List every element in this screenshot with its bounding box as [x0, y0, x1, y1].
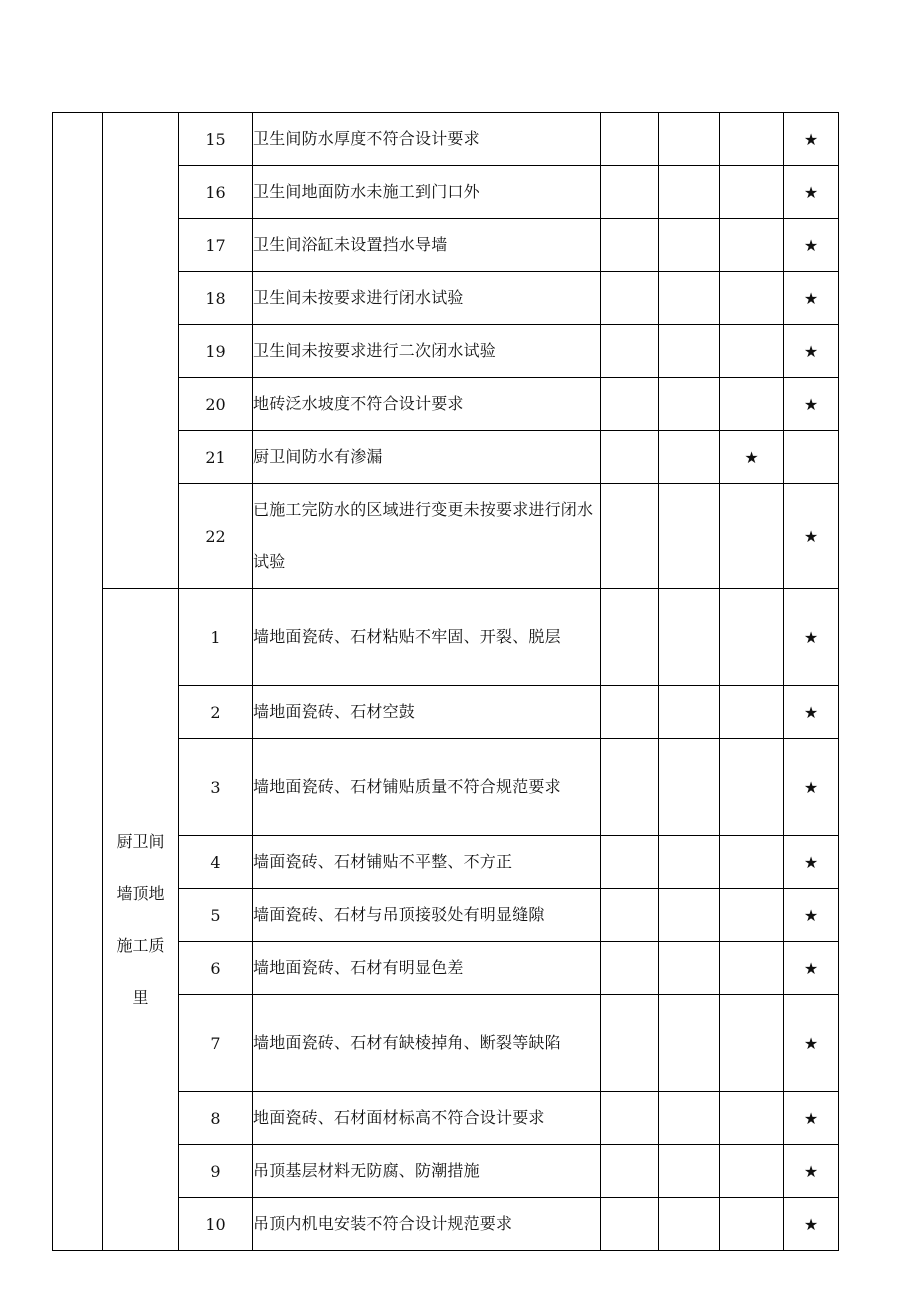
row-description: 墙地面瓷砖、石材有缺棱掉角、断裂等缺陷 — [253, 995, 601, 1092]
level-cell-1 — [601, 739, 659, 836]
level-cell-1 — [601, 325, 659, 378]
level-cell-3 — [720, 484, 784, 589]
row-description: 墙面瓷砖、石材铺贴不平整、不方正 — [253, 836, 601, 889]
row-description: 墙地面瓷砖、石材空鼓 — [253, 686, 601, 739]
row-number: 10 — [179, 1198, 253, 1251]
row-number: 1 — [179, 589, 253, 686]
level-cell-3 — [720, 219, 784, 272]
row-number: 3 — [179, 739, 253, 836]
star-mark: ★ — [784, 113, 839, 166]
row-description: 墙面瓷砖、石材与吊顶接驳处有明显缝隙 — [253, 889, 601, 942]
category-label-line: 施工质 — [116, 935, 165, 955]
row-number: 18 — [179, 272, 253, 325]
level-cell-2 — [659, 1198, 720, 1251]
row-number: 22 — [179, 484, 253, 589]
level-cell-2 — [659, 589, 720, 686]
row-description: 卫生间地面防水未施工到门口外 — [253, 166, 601, 219]
level-cell-1 — [601, 272, 659, 325]
row-number: 15 — [179, 113, 253, 166]
row-number: 8 — [179, 1092, 253, 1145]
row-description: 卫生间未按要求进行二次闭水试验 — [253, 325, 601, 378]
row-description: 吊顶基层材料无防腐、防潮措施 — [253, 1145, 601, 1198]
table-row — [53, 589, 839, 686]
star-mark: ★ — [784, 995, 839, 1092]
level-cell-2 — [659, 1092, 720, 1145]
star-mark: ★ — [784, 219, 839, 272]
row-description: 吊顶内机电安装不符合设计规范要求 — [253, 1198, 601, 1251]
level-cell-3 — [720, 739, 784, 836]
level-cell-3 — [720, 378, 784, 431]
level-cell-3 — [720, 166, 784, 219]
level-cell-1 — [601, 1198, 659, 1251]
level-cell-3 — [720, 113, 784, 166]
row-description: 厨卫间防水有渗漏 — [253, 431, 601, 484]
level-cell-2 — [659, 889, 720, 942]
row-number: 5 — [179, 889, 253, 942]
star-mark: ★ — [784, 739, 839, 836]
level-cell-1 — [601, 219, 659, 272]
star-mark: ★ — [784, 272, 839, 325]
level-cell-1 — [601, 378, 659, 431]
level-cell-1 — [601, 995, 659, 1092]
row-number: 17 — [179, 219, 253, 272]
star-mark: ★ — [784, 1092, 839, 1145]
subcategory-cell — [103, 113, 179, 589]
row-number: 9 — [179, 1145, 253, 1198]
row-description: 地砖泛水坡度不符合设计要求 — [253, 378, 601, 431]
level-cell-1 — [601, 166, 659, 219]
level-cell-3 — [720, 836, 784, 889]
level-cell-3 — [720, 1145, 784, 1198]
level-cell-1 — [601, 942, 659, 995]
level-cell-1 — [601, 1092, 659, 1145]
star-mark: ★ — [784, 589, 839, 686]
level-cell-2 — [659, 325, 720, 378]
group-cell — [53, 113, 103, 1251]
row-description: 墙地面瓷砖、石材有明显色差 — [253, 942, 601, 995]
table-row — [53, 113, 839, 166]
row-number: 2 — [179, 686, 253, 739]
level-cell-1 — [601, 686, 659, 739]
category-cell — [103, 589, 179, 1251]
level-cell-2 — [659, 113, 720, 166]
row-description: 地面瓷砖、石材面材标高不符合设计要求 — [253, 1092, 601, 1145]
star-mark: ★ — [784, 325, 839, 378]
level-cell-2 — [659, 431, 720, 484]
row-number: 6 — [179, 942, 253, 995]
row-description: 已施工完防水的区域进行变更未按要求进行闭水试验 — [253, 484, 601, 589]
level-cell-1 — [601, 431, 659, 484]
level-cell-3 — [720, 995, 784, 1092]
level-cell-3 — [720, 686, 784, 739]
level-cell-1 — [601, 1145, 659, 1198]
star-mark: ★ — [784, 484, 839, 589]
star-mark: ★ — [720, 431, 784, 484]
level-cell-2 — [659, 836, 720, 889]
level-cell-3 — [720, 272, 784, 325]
level-cell-1 — [601, 113, 659, 166]
level-cell-3 — [720, 325, 784, 378]
star-mark: ★ — [784, 836, 839, 889]
row-description: 墙地面瓷砖、石材粘贴不牢固、开裂、脱层 — [253, 589, 601, 686]
level-cell-2 — [659, 378, 720, 431]
row-number: 21 — [179, 431, 253, 484]
row-description: 卫生间浴缸未设置挡水导墙 — [253, 219, 601, 272]
level-cell-3 — [720, 889, 784, 942]
star-mark: ★ — [784, 942, 839, 995]
category-label-line: 里 — [132, 987, 149, 1007]
star-mark: ★ — [784, 166, 839, 219]
level-cell-2 — [659, 686, 720, 739]
row-description: 卫生间防水厚度不符合设计要求 — [253, 113, 601, 166]
level-cell-1 — [601, 836, 659, 889]
star-mark: ★ — [784, 1145, 839, 1198]
level-cell-2 — [659, 995, 720, 1092]
row-number: 19 — [179, 325, 253, 378]
star-mark: ★ — [784, 378, 839, 431]
row-number: 7 — [179, 995, 253, 1092]
level-cell-3 — [720, 589, 784, 686]
level-cell-2 — [659, 739, 720, 836]
level-cell-2 — [659, 1145, 720, 1198]
star-mark: ★ — [784, 686, 839, 739]
level-cell-1 — [601, 889, 659, 942]
row-number: 4 — [179, 836, 253, 889]
category-label-line: 墙顶地 — [116, 883, 165, 903]
level-cell-2 — [659, 219, 720, 272]
level-cell-3 — [720, 1198, 784, 1251]
level-cell-1 — [601, 589, 659, 686]
row-number: 16 — [179, 166, 253, 219]
level-cell-2 — [659, 166, 720, 219]
level-cell-1 — [601, 484, 659, 589]
star-mark: ★ — [784, 1198, 839, 1251]
star-mark: ★ — [784, 889, 839, 942]
level-cell-2 — [659, 484, 720, 589]
level-cell-2 — [659, 942, 720, 995]
row-description: 卫生间未按要求进行闭水试验 — [253, 272, 601, 325]
level-cell-4 — [784, 431, 839, 484]
quality-inspection-table — [52, 112, 839, 1251]
level-cell-3 — [720, 1092, 784, 1145]
row-description: 墙地面瓷砖、石材铺贴质量不符合规范要求 — [253, 739, 601, 836]
level-cell-2 — [659, 272, 720, 325]
row-number: 20 — [179, 378, 253, 431]
level-cell-3 — [720, 942, 784, 995]
category-label-line: 厨卫间 — [116, 831, 165, 851]
